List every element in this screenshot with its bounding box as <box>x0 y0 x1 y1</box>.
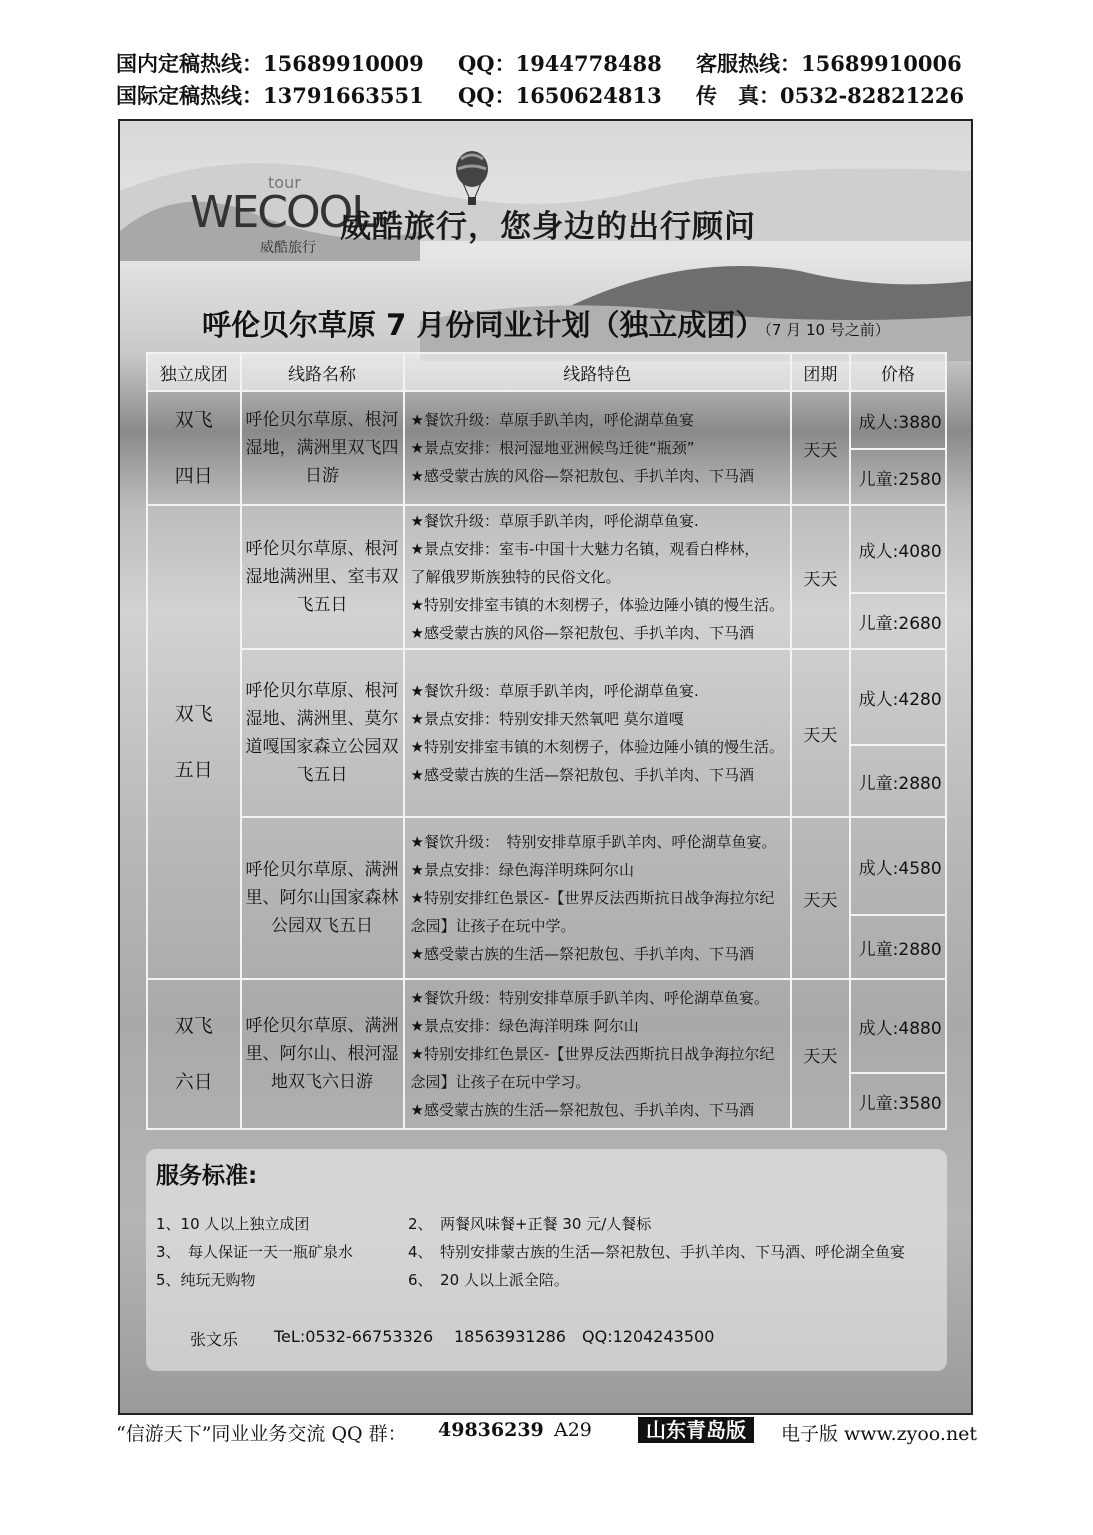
footer-page-number: A29 <box>554 1419 592 1441</box>
features-cell: ★餐饮升级： 特别安排草原手趴羊肉、呼伦湖草鱼宴。 ★景点安排：绿色海洋明珠阿尔山 ★特别安排红色景区-【世界反法西斯抗日战争海拉尔纪 念园】让孩子在玩中学。 ★感受蒙古族的生活—祭祀敖包、手扒羊肉、下马酒 <box>404 817 791 979</box>
child-price: 儿童:2880 <box>850 745 946 817</box>
period-cell: 天天 <box>791 505 850 649</box>
group-cell: 双飞 四日 <box>147 391 241 505</box>
logo-subtitle: 威酷旅行 <box>260 240 316 256</box>
contact-tel: TeL:0532-66753326 <box>274 1327 434 1346</box>
table-row <box>147 391 946 449</box>
contact-mobile: 18563931286 <box>454 1327 566 1346</box>
features-cell: ★餐饮升级：草原手趴羊肉，呼伦湖草鱼宴. ★景点安排：室韦-中国十大魅力名镇，观看白桦林， 了解俄罗斯族独特的民俗文化。 ★特别安排室韦镇的木刻楞子，体验边陲小镇的慢生活。 ★感受蒙古族的风俗—祭祀敖包、手扒羊肉、下马酒 <box>404 505 791 649</box>
footer-group-text: “信游天下”同业业务交流 QQ 群： <box>116 1423 407 1445</box>
group-cell: 双飞 六日 <box>147 979 241 1129</box>
route-cell: 呼伦贝尔草原、根河湿地，满洲里双飞四日游 <box>241 391 404 505</box>
child-price: 儿童:2680 <box>850 593 946 649</box>
route-cell: 呼伦贝尔草原、根河湿地、满洲里、莫尔道嘎国家森立公园双飞五日 <box>241 649 404 817</box>
features-cell: ★餐饮升级：草原手趴羊肉，呼伦湖草鱼宴. ★景点安排：特别安排天然氧吧 莫尔道嘎 ★特别安排室韦镇的木刻楞子，体验边陲小镇的慢生活。 ★感受蒙古族的生活—祭祀敖包、手扒羊肉、下马酒 <box>404 649 791 817</box>
service-item-2: 2、 两餐风味餐+正餐 30 元/人餐标 <box>408 1215 652 1233</box>
route-cell: 呼伦贝尔草原、满洲里、阿尔山国家森林公园双飞五日 <box>241 817 404 979</box>
title-main: 呼伦贝尔草原 7 月份同业计划（独立成团） <box>202 308 765 342</box>
intl-qq: QQ：1650624813 <box>458 83 662 108</box>
period-cell: 天天 <box>791 817 850 979</box>
period-cell: 天天 <box>791 649 850 817</box>
features-cell: ★餐饮升级：草原手趴羊肉，呼伦湖草鱼宴 ★景点安排：根河湿地亚洲候鸟迁徙“瓶颈” ★感受蒙古族的风俗—祭祀敖包、手扒羊肉、下马酒 <box>404 391 791 505</box>
table-row <box>147 817 946 915</box>
route-cell: 呼伦贝尔草原、根河湿地满洲里、室韦双飞五日 <box>241 505 404 649</box>
table-row <box>147 649 946 745</box>
domestic-hotline: 国内定稿热线：15689910009 <box>116 51 424 76</box>
period-cell: 天天 <box>791 391 850 505</box>
advertisement-panel <box>118 119 973 1415</box>
table-row <box>147 979 946 1073</box>
child-price: 儿童:3580 <box>850 1073 946 1129</box>
title-note: （7 月 10 号之前） <box>764 321 890 339</box>
adult-price: 成人:3880 <box>850 391 946 449</box>
page-footer <box>116 1417 980 1447</box>
header-group: 独立成团 <box>147 353 241 391</box>
table-row <box>147 505 946 593</box>
logo-wordmark: WECOOL <box>190 187 374 238</box>
group-cell: 双飞 五日 <box>147 505 241 979</box>
service-item-3: 3、 每人保证一天一瓶矿泉水 <box>156 1243 354 1261</box>
route-cell: 呼伦贝尔草原、满洲里、阿尔山、根河湿地双飞六日游 <box>241 979 404 1129</box>
domestic-qq: QQ：1944778488 <box>458 51 662 76</box>
itinerary-table <box>146 352 947 1130</box>
adult-price: 成人:4280 <box>850 649 946 745</box>
header-period: 团期 <box>791 353 850 391</box>
adult-price: 成人:4580 <box>850 817 946 915</box>
logo-tour-text: tour <box>268 173 301 192</box>
service-hotline: 客服热线：15689910006 <box>696 51 962 76</box>
child-price: 儿童:2880 <box>850 915 946 979</box>
edition-badge: 山东青岛版 <box>638 1417 754 1443</box>
child-price: 儿童:2580 <box>850 449 946 505</box>
footer-website: 电子版 www.zyoo.net <box>781 1423 978 1445</box>
page-title <box>202 303 890 344</box>
header-route: 线路名称 <box>241 353 404 391</box>
service-item-5: 5、纯玩无购物 <box>156 1271 256 1289</box>
table-header-row <box>147 353 946 391</box>
features-cell: ★餐饮升级：特别安排草原手趴羊肉、呼伦湖草鱼宴。 ★景点安排：绿色海洋明珠 阿尔山 ★特别安排红色景区-【世界反法西斯抗日战争海拉尔纪 念园】让孩子在玩中学习。 ★感受蒙古族的生活—祭祀敖包、手扒羊肉、下马酒 <box>404 979 791 1129</box>
header-price: 价格 <box>850 353 946 391</box>
adult-price: 成人:4880 <box>850 979 946 1073</box>
adult-price: 成人:4080 <box>850 505 946 593</box>
contact-name: 张文乐 <box>190 1330 239 1349</box>
footer-group-number: 49836239 <box>438 1419 544 1441</box>
intl-hotline: 国际定稿热线：13791663551 <box>116 83 424 108</box>
contact-qq: QQ:1204243500 <box>582 1327 715 1346</box>
header-features: 线路特色 <box>404 353 791 391</box>
brand-slogan: 威酷旅行，您身边的出行顾问 <box>340 209 756 245</box>
service-title: 服务标准: <box>156 1163 258 1189</box>
service-standards-box <box>146 1149 947 1371</box>
period-cell: 天天 <box>791 979 850 1129</box>
service-item-1: 1、10 人以上独立成团 <box>156 1215 310 1233</box>
fax-number: 传 真：0532-82821226 <box>696 83 965 108</box>
service-item-6: 6、 20 人以上派全陪。 <box>408 1271 569 1289</box>
wecool-logo <box>190 173 374 256</box>
service-item-4: 4、 特别安排蒙古族的生活—祭祀敖包、手扒羊肉、下马酒、呼伦湖全鱼宴 <box>408 1243 906 1261</box>
